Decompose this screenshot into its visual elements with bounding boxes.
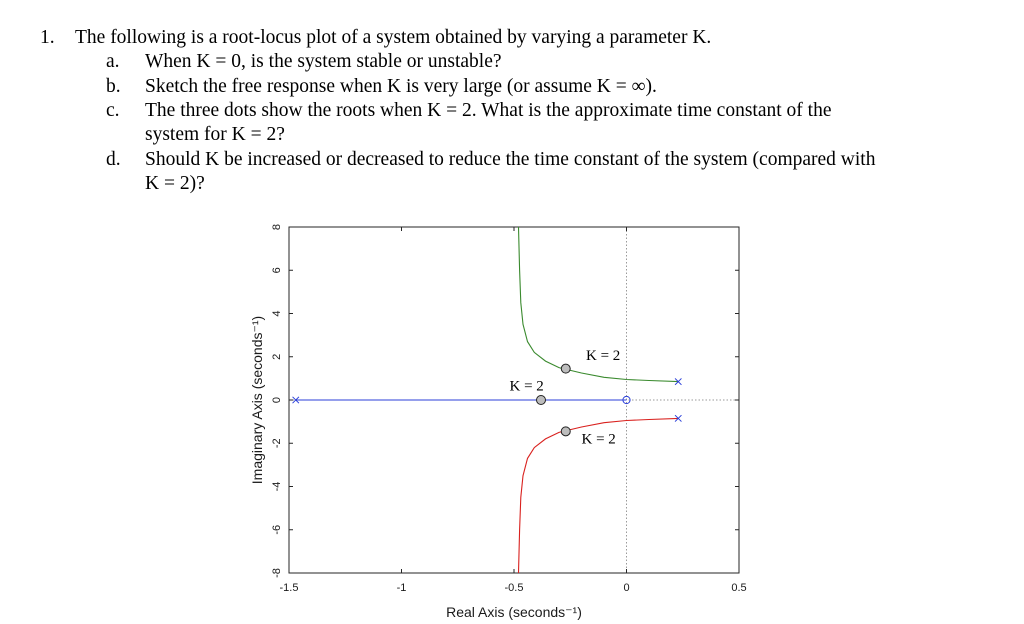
k2-annotation: K = 2 bbox=[581, 431, 616, 448]
question-stem: The following is a root-locus plot of a system obtained by varying a parameter K. bbox=[75, 27, 712, 48]
part-d-text-line2: K = 2)? bbox=[145, 173, 205, 194]
y-tick-label: -6 bbox=[271, 524, 283, 535]
x-tick-label: 0 bbox=[623, 582, 630, 594]
y-tick-label: 4 bbox=[271, 310, 283, 317]
k2-annotation: K = 2 bbox=[586, 347, 621, 364]
x-tick-label: -0.5 bbox=[504, 582, 524, 594]
y-tick-label: -2 bbox=[271, 438, 283, 449]
k2-root-dot bbox=[561, 364, 570, 373]
y-axis-label: Imaginary Axis (seconds⁻¹) bbox=[249, 315, 265, 485]
part-d-label: d. bbox=[106, 149, 121, 170]
x-tick-label: 0.5 bbox=[731, 582, 747, 594]
part-c-text-line1: The three dots show the roots when K = 2. What is the approximate time constant of the bbox=[145, 100, 832, 121]
y-tick-label: 6 bbox=[271, 267, 283, 274]
y-tick-label: -8 bbox=[271, 568, 283, 578]
y-tick-label: 8 bbox=[271, 223, 283, 231]
part-c-label: c. bbox=[106, 100, 120, 121]
part-b-text: Sketch the free response when K is very large (or assume K = ∞). bbox=[145, 76, 657, 97]
x-axis-label: Real Axis (seconds⁻¹) bbox=[446, 604, 582, 620]
k2-annotation: K = 2 bbox=[509, 378, 544, 395]
y-tick-label: 0 bbox=[271, 396, 283, 404]
part-b-label: b. bbox=[106, 76, 121, 97]
part-a-text: When K = 0, is the system stable or unstable? bbox=[145, 51, 502, 72]
part-c-text-line2: system for K = 2? bbox=[145, 124, 285, 145]
y-tick-label: -4 bbox=[271, 481, 283, 492]
y-tick-label: 2 bbox=[271, 353, 283, 360]
k2-root-dot bbox=[561, 427, 570, 436]
part-a-label: a. bbox=[106, 51, 120, 72]
question-number: 1. bbox=[40, 27, 55, 48]
x-tick-label: -1 bbox=[396, 582, 407, 594]
part-d-text-line1: Should K be increased or decreased to reduce the time constant of the system (compared with bbox=[145, 149, 876, 170]
x-tick-label: -1.5 bbox=[279, 582, 299, 594]
k2-root-dot bbox=[537, 396, 546, 405]
